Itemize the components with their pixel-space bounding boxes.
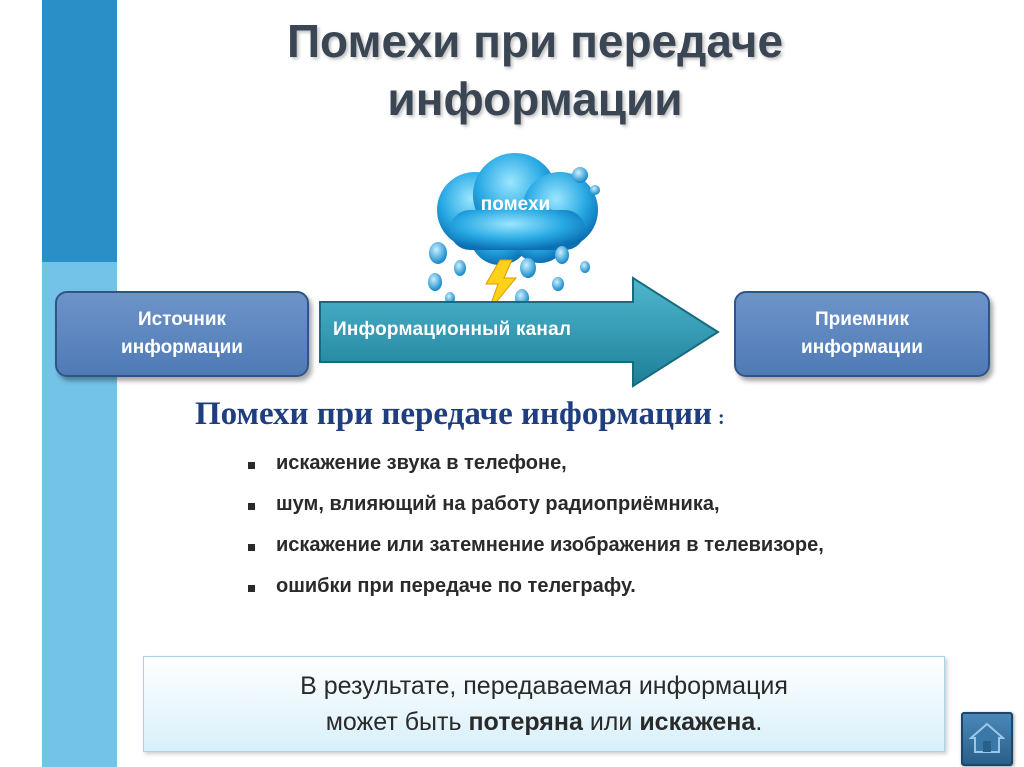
result-distorted: искажена xyxy=(639,708,756,736)
section-heading xyxy=(195,396,995,433)
receiver-label-line1: Приемник xyxy=(815,309,909,330)
section-heading-colon: : xyxy=(718,407,725,429)
list-item: искажение звука в телефоне, xyxy=(248,452,824,493)
noise-examples-list xyxy=(248,452,824,616)
result-text-or: или xyxy=(582,708,640,736)
result-text-a: может быть xyxy=(325,708,469,736)
slide-title xyxy=(210,12,860,128)
list-item: шум, влияющий на работу радиоприёмника, xyxy=(248,493,824,534)
receiver-box xyxy=(734,291,990,377)
section-heading-text: Помехи при передаче информации xyxy=(195,396,713,432)
result-period: . xyxy=(755,708,763,736)
list-item: искажение или затемнение изображения в телевизоре, xyxy=(248,534,824,575)
result-lost: потеряна xyxy=(468,708,583,736)
slide-title-line1: Помехи при передаче xyxy=(286,15,784,67)
slide-title-line2: информации xyxy=(387,73,683,125)
source-label-line2: информации xyxy=(121,337,243,358)
source-box xyxy=(55,291,309,377)
result-line2 xyxy=(144,704,944,740)
noise-label: помехи xyxy=(480,194,551,215)
sidebar-stripe-dark xyxy=(42,0,117,262)
channel-label: Информационный канал xyxy=(333,319,572,340)
source-label-line1: Источник xyxy=(137,309,227,330)
result-callout xyxy=(143,656,945,752)
list-item: ошибки при передаче по телеграфу. xyxy=(248,575,824,616)
result-line1: В результате, передаваемая информация xyxy=(300,672,788,700)
receiver-label-line2: информации xyxy=(801,337,923,358)
home-button[interactable] xyxy=(961,712,1013,766)
home-icon xyxy=(969,722,1005,754)
